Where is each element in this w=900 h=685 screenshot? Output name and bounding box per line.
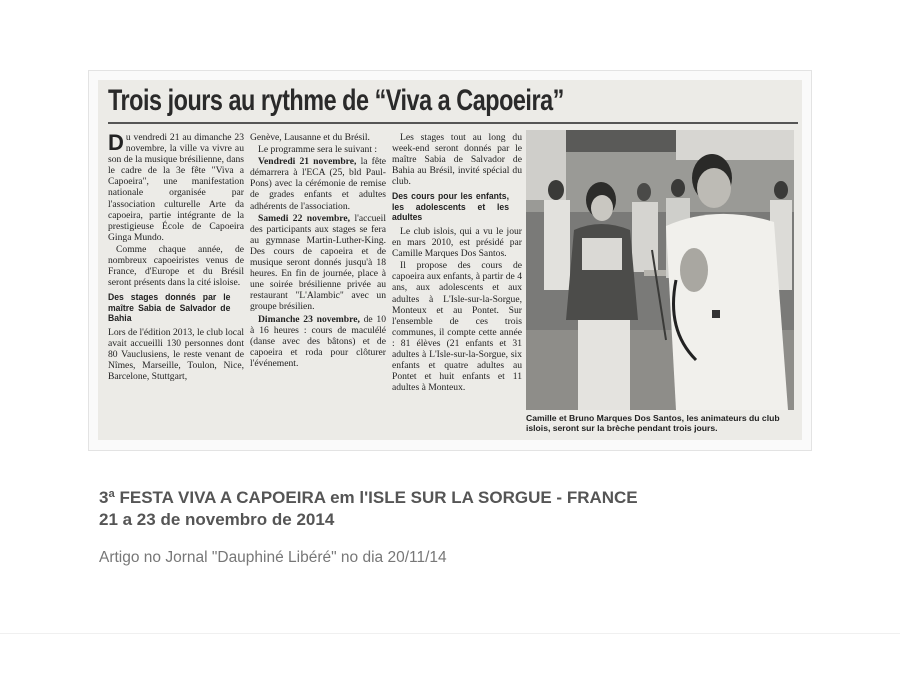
- col2-paragraph-2: Le programme sera le suivant :: [258, 144, 378, 156]
- col1-paragraph-1: u vendredi 21 au dimanche 23 novembre, la ville va vivre au son de la musique brésilienne, dans le cadre de la 3e fête "Viva a Capoeira", une manifestation nationale organisée par l'association culturelle Arte da capoeira, partie intégrante de la prestigieuse École de Capoeira Ginga Mundo.: [108, 132, 244, 243]
- col1-paragraph-2: Comme chaque année, de nombreux capoeiristes venus de France, d'Europe et du Brésil seront présents dans la cité isloise.: [108, 243, 244, 289]
- article-column-3: [392, 132, 522, 394]
- photo-caption: Camille et Bruno Marques Dos Santos, les animateurs du club islois, seront sur la brèche pendant trois jours.: [526, 413, 780, 433]
- event-title: 3ª FESTA VIVA A CAPOEIRA em l'ISLE SUR LA SORGUE - FRANCE: [99, 488, 638, 507]
- article-column-2: [250, 132, 386, 370]
- article-column-1: [108, 132, 244, 383]
- col1-subheading: Des stages donnés par le maître Sabia de Salvador de Bahia: [108, 292, 231, 325]
- col1-paragraph-3: Lors de l'édition 2013, le club local avait accueilli 130 personnes dont 80 Vauclusiens, le reste venant de Nîmes, Marseille, Toulon, Nice, Barcelone, Stuttgart,: [108, 326, 244, 383]
- col3-paragraph-2: Le club islois, qui a vu le jour en mars 2010, est présidé par Camille Marques Dos Santos.: [392, 225, 522, 260]
- col2-day-saturday: Samedi 22 novembre,: [258, 212, 351, 224]
- col3-subheading: Des cours pour les enfants, les adolescents et les adultes: [392, 191, 509, 224]
- col2-paragraph-1: Genève, Lausanne et du Brésil.: [250, 132, 370, 143]
- col3-paragraph-1: Les stages tout au long du week-end seront donnés par le maître Sabia de Salvador de Bahia au Brésil, invité spécial du club.: [392, 132, 522, 188]
- footer-divider: [0, 633, 900, 634]
- col3-paragraph-3: Il propose des cours de capoeira aux enfants, à partir de 4 ans, aux adolescents et aux adultes à L'Isle-sur-la-Sorgue, Monteux et au Pontet. Sur l'ensemble de ces trois communes, il compte cette année : 81 élèves (21 enfants et 31 adultes à L'Isle-sur-la-Sorgue, six enfants et quatre adultes au Pontet et huit enfants et 11 adultes à Monteux.: [392, 260, 522, 394]
- event-dates: 21 a 23 de novembro de 2014: [99, 510, 335, 529]
- article-photo: [526, 130, 794, 410]
- col2-paragraph-3: la fête démarrera à l'ECA (25, bld Paul-Pons) avec la cérémonie de remise de grades enfants et adultes adhérents de l'association.: [250, 156, 386, 212]
- drop-cap: D: [108, 130, 124, 155]
- headline-rule: [108, 122, 798, 124]
- article-source: Artigo no Jornal "Dauphiné Libéré" no dia 20/11/14: [99, 549, 447, 566]
- col2-day-sunday: Dimanche 23 novembre,: [258, 313, 360, 325]
- col2-day-friday: Vendredi 21 novembre,: [258, 156, 357, 168]
- article-image-frame: [88, 70, 812, 451]
- col2-paragraph-4: l'accueil des participants aux stages se fera au gymnase Martin-Luther-King. Des cours de capoeira et de musique seront donnés jusqu'à 18 heures. En fin de journée, place à une soirée brésilienne privée au restaurant "L'Alambic" avec un groupe brésilien.: [250, 212, 387, 313]
- newspaper-clipping: [98, 80, 802, 440]
- col2-paragraph-5: de 10 à 16 heures : cours de maculélé (danse avec des bâtons) et de capoeira et roda pour clôturer l'événement.: [250, 313, 387, 369]
- article-headline: Trois jours au rythme de “Viva a Capoeira”: [108, 84, 564, 117]
